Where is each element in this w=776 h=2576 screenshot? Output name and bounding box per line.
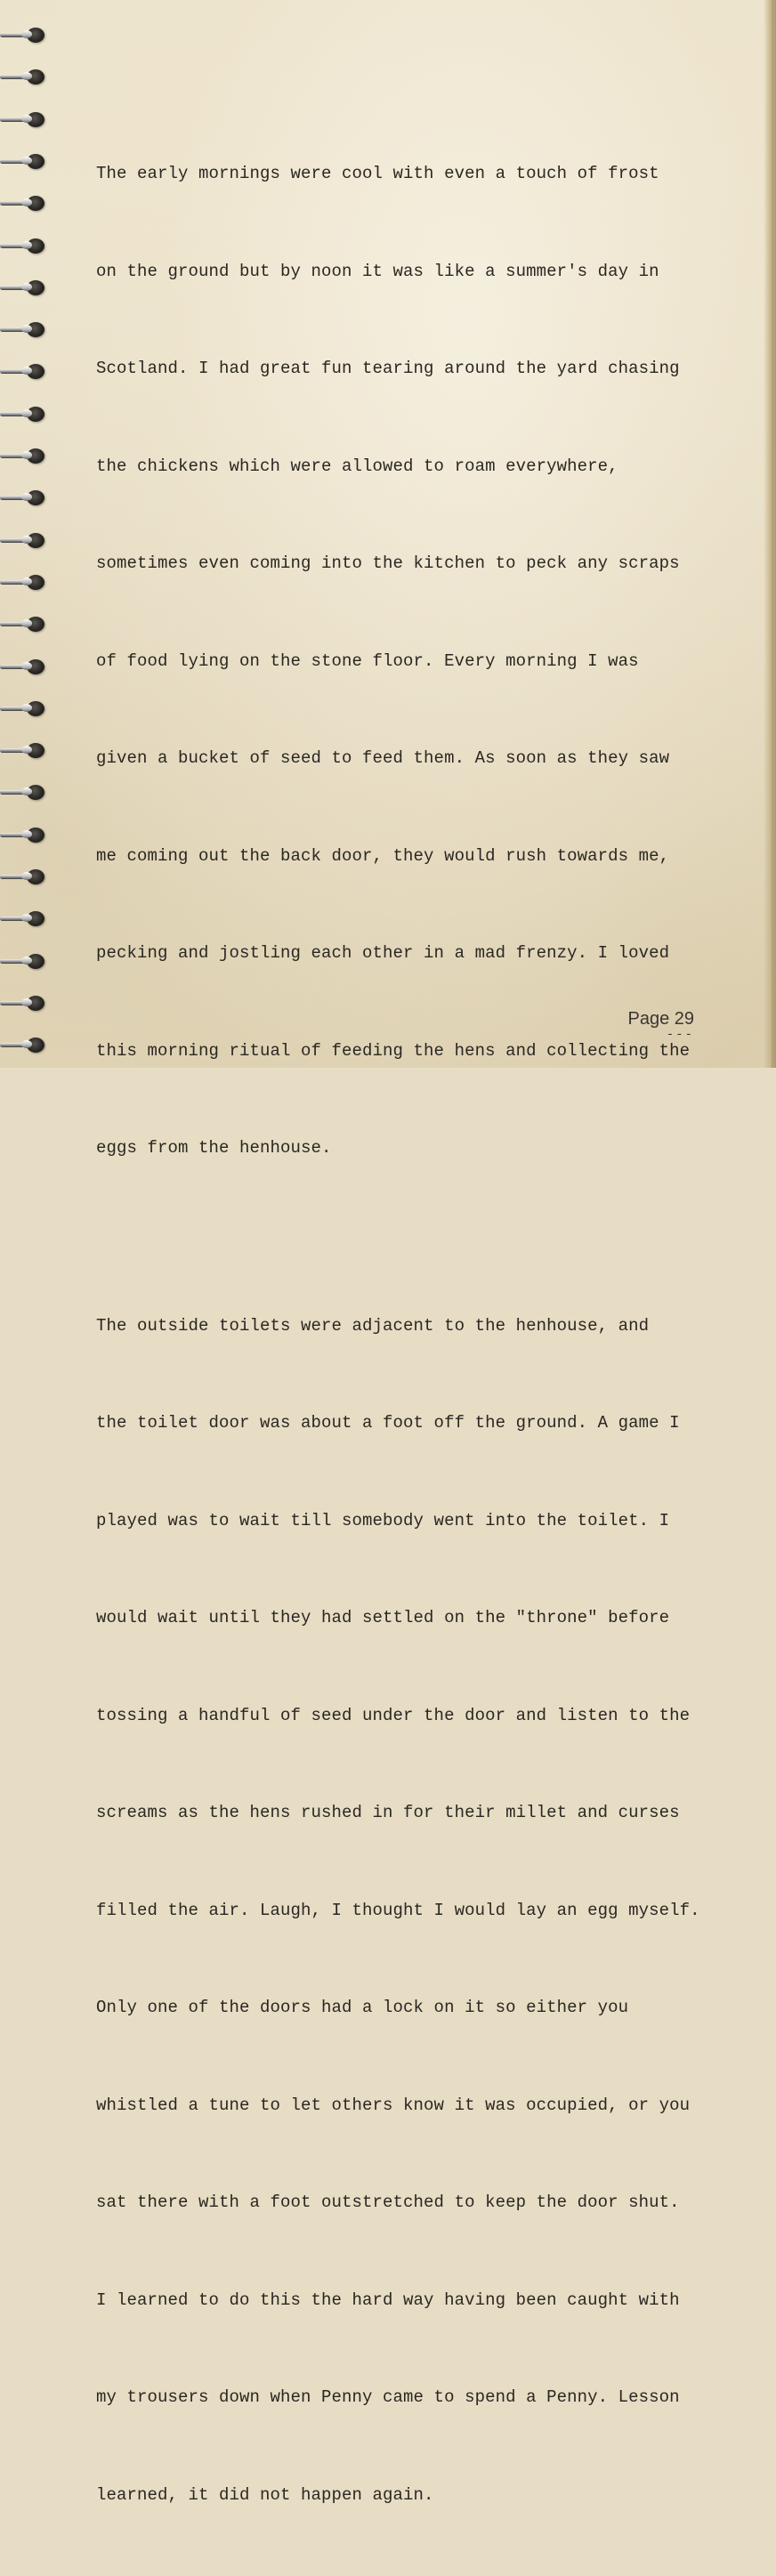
binding-ring [0,196,50,212]
text-line: played was to wait till somebody went into the toilet. I [96,1505,710,1538]
text-line: The early mornings were cool with even a touch of frost [96,157,710,190]
text-line: me coming out the back door, they would rush towards me, [96,840,710,873]
spiral-binding [0,0,53,1068]
text-line: given a bucket of seed to feed them. As soon as they saw [96,742,710,775]
text-line: sat there with a foot outstretched to keep the door shut. [96,2186,710,2219]
text-line: this morning ritual of feeding the hens and collecting the [96,1035,710,1068]
binding-ring [0,238,50,254]
text-line: my trousers down when Penny came to spend a Penny. Lesson [96,2381,710,2414]
page-number-underline: --- [627,1030,694,1039]
text-line: would wait until they had settled on the "throne" before [96,1602,710,1635]
text-line: tossing a handful of seed under the door and listen to the [96,1700,710,1732]
text-line: filled the air. Laugh, I thought I would lay an egg myself. [96,1894,710,1927]
binding-ring [0,911,50,927]
binding-ring [0,69,50,85]
binding-ring [0,743,50,759]
binding-ring [0,659,50,675]
text-line: eggs from the henhouse. [96,1132,710,1165]
text-line: whistled a tune to let others know it was occupied, or you [96,2089,710,2122]
page-body [96,93,710,2576]
text-line: Scotland. I had great fun tearing around the yard chasing [96,352,710,385]
binding-ring [0,28,50,44]
paragraph-1 [96,93,710,1230]
paragraph-2 [96,1245,710,2576]
page-footer [627,1007,694,1039]
text-line: I learned to do this the hard way having been caught with [96,2284,710,2317]
binding-ring [0,617,50,633]
binding-ring [0,996,50,1012]
text-line: sometimes even coming into the kitchen to peck any scraps [96,547,710,580]
notebook-page [0,0,776,1068]
text-line: the chickens which were allowed to roam everywhere, [96,450,710,483]
text-line: the toilet door was about a foot off the ground. A game I [96,1407,710,1440]
page-number: Page 29 [627,1007,694,1030]
binding-ring [0,533,50,549]
text-line: of food lying on the stone floor. Every morning I was [96,645,710,678]
text-line: learned, it did not happen again. [96,2479,710,2512]
binding-ring [0,154,50,170]
page-edge [764,0,776,1068]
binding-ring [0,954,50,970]
binding-ring [0,322,50,338]
binding-ring [0,701,50,717]
text-line: The outside toilets were adjacent to the henhouse, and [96,1310,710,1343]
text-line: pecking and jostling each other in a mad frenzy. I loved [96,937,710,970]
binding-ring [0,364,50,380]
text-line: on the ground but by noon it was like a summer's day in [96,255,710,288]
text-line: Only one of the doors had a lock on it so either you [96,1991,710,2024]
binding-ring [0,828,50,844]
binding-ring [0,448,50,464]
binding-ring [0,490,50,506]
binding-ring [0,575,50,591]
binding-ring [0,407,50,423]
binding-ring [0,112,50,128]
binding-ring [0,280,50,296]
text-line: screams as the hens rushed in for their millet and curses [96,1797,710,1829]
binding-ring [0,1038,50,1054]
binding-ring [0,869,50,885]
binding-ring [0,785,50,801]
